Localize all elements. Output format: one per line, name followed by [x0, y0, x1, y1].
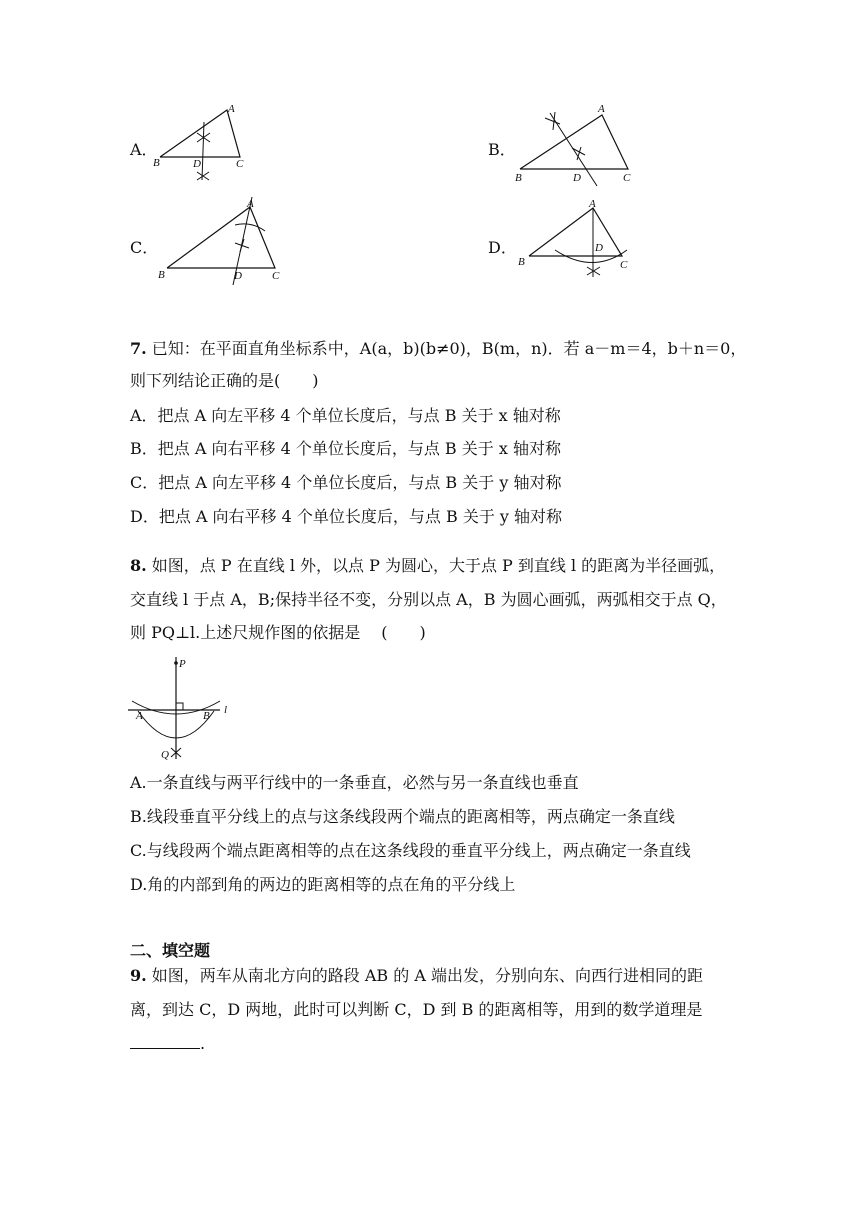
- q8-option-b: B.线段垂直平分线上的点与这条线段两个端点的距离相等，两点确定一条直线: [130, 807, 675, 826]
- vertex-label: D: [193, 158, 201, 170]
- q8-stem-line2: 交直线 l 于点 A，B;保持半径不变，分别以点 A，B 为圆心画弧，两弧相交于点 Q，: [130, 590, 727, 609]
- q7-stem-line1: [130, 338, 746, 360]
- figure-d: [515, 195, 645, 285]
- q8-option-a: A.一条直线与两平行线中的一条垂直，必然与另一条直线也垂直: [130, 773, 579, 792]
- vertex-label: A: [598, 103, 605, 115]
- q9-answer-line: [130, 1033, 205, 1055]
- q8-stem-line3: 则 PQ⊥l.上述尺规作图的依据是 ( ): [130, 623, 426, 642]
- q9-period: .: [200, 1034, 206, 1053]
- point-p-label: P: [179, 658, 186, 670]
- answer-blank[interactable]: [130, 1034, 200, 1049]
- vertex-label: B: [153, 157, 160, 169]
- vertex-label: C: [620, 259, 628, 271]
- point-b-label: B: [203, 710, 210, 722]
- option-label: A．: [130, 140, 158, 159]
- vertex-label: D: [234, 270, 242, 282]
- vertex-label: B: [158, 269, 165, 281]
- vertex-label: A: [247, 198, 254, 210]
- line-l-label: l: [224, 704, 228, 716]
- point-q-label: Q: [161, 749, 169, 761]
- q8-option-d: D.角的内部到角的两边的距离相等的点在角的平分线上: [130, 875, 516, 894]
- vertex-label: B: [515, 172, 522, 184]
- vertex-label: A: [228, 103, 235, 115]
- q8-figure: [128, 655, 238, 765]
- vertex-label: C: [236, 158, 244, 170]
- q7-option-d: D．把点 A 向右平移 4 个单位长度后，与点 B 关于 y 轴对称: [130, 507, 563, 526]
- q8-option-c: C.与线段两个端点距离相等的点在这条线段的垂直平分线上，两点确定一条直线: [130, 841, 691, 860]
- q7-stem-text: 已知：在平面直角坐标系中，A(a，b)(b≠0)，B(m，n)．若 a－m＝4，b＋n＝0，: [146, 339, 747, 358]
- figure-a: [155, 100, 275, 180]
- vertex-label: B: [518, 256, 525, 268]
- option-label: D．: [488, 238, 517, 257]
- q8-stem-line1: [130, 555, 725, 577]
- q9-stem-text: 如图，两车从南北方向的路段 AB 的 A 端出发，分别向东、向西行进相同的距: [146, 966, 704, 985]
- figure-b: [515, 100, 645, 190]
- option-label: B．: [488, 140, 516, 159]
- vertex-label: C: [272, 270, 280, 282]
- point-a-label: A: [136, 710, 143, 722]
- q8-stem-text: 如图，点 P 在直线 l 外，以点 P 为圆心，大于点 P 到直线 l 的距离为半径画弧，: [146, 556, 726, 575]
- q7-option-c: C．把点 A 向左平移 4 个单位长度后，与点 B 关于 y 轴对称: [130, 473, 562, 492]
- q9-stem-line1: [130, 965, 703, 987]
- question-number: 8.: [130, 556, 147, 575]
- figure-c: [155, 195, 285, 285]
- vertex-label: A: [589, 198, 596, 210]
- q9-stem-line2: 离，到达 C，D 两地，此时可以判断 C，D 到 B 的距离相等，用到的数学道理是: [130, 1000, 703, 1019]
- option-label: C．: [130, 238, 159, 257]
- vertex-label: C: [623, 172, 631, 184]
- vertex-label: D: [595, 242, 603, 254]
- q7-option-b: B．把点 A 向右平移 4 个单位长度后，与点 B 关于 x 轴对称: [130, 439, 561, 458]
- section-heading: 二、填空题: [130, 941, 211, 960]
- q7-stem-line2: 则下列结论正确的是( ): [130, 371, 319, 390]
- q7-option-a: A．把点 A 向左平移 4 个单位长度后，与点 B 关于 x 轴对称: [130, 406, 561, 425]
- question-number: 7.: [130, 339, 147, 358]
- vertex-label: D: [573, 172, 581, 184]
- question-number: 9.: [130, 966, 147, 985]
